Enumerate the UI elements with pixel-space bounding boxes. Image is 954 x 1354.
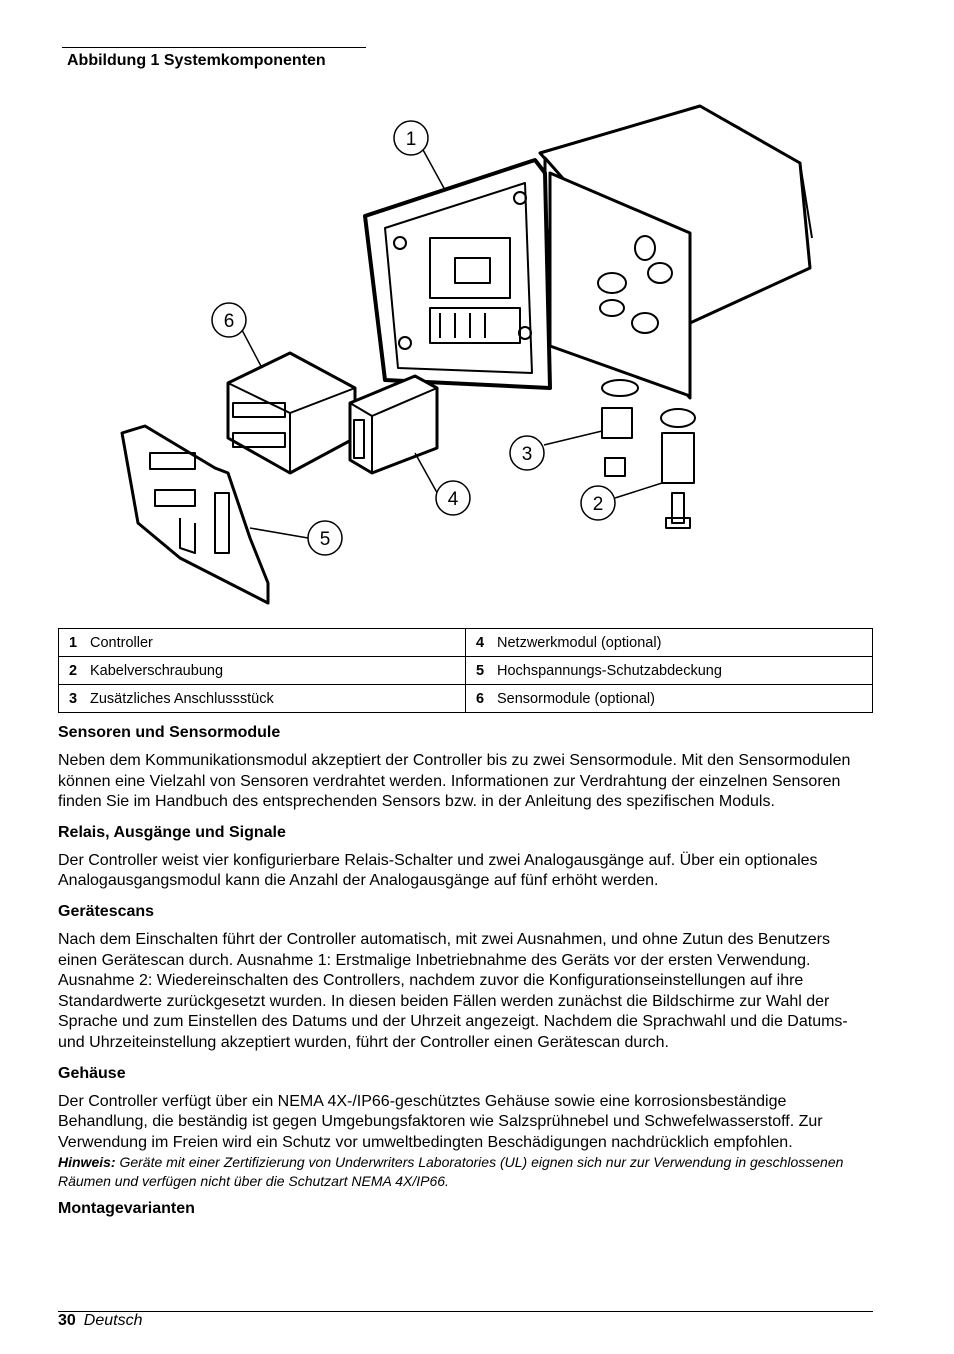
legend-cell: 4 Netzwerkmodul (optional) (466, 629, 873, 657)
page-footer (58, 1312, 143, 1330)
callout-6 (212, 303, 262, 368)
figure-title-rule (62, 47, 366, 48)
svg-text:1: 1 (405, 129, 417, 150)
section-text-relays: Der Controller weist vier konfigurierbare Relais-Schalter und zwei Analogausgänge auf. Über ein optionales Analogausgangsmodul kann die Anzahl der Analogausgänge auf fünf erhöht werden. (58, 851, 818, 890)
callout-3 (510, 431, 602, 470)
table-row (59, 629, 873, 657)
svg-text:2: 2 (592, 494, 604, 515)
section-heading-housing: Gehäuse (58, 1064, 126, 1082)
footer-rule (58, 1311, 873, 1312)
section-heading-mounting: Montagevarianten (58, 1200, 195, 1218)
svg-text:5: 5 (319, 529, 331, 550)
cable-gland-parts (602, 380, 695, 528)
svg-text:6: 6 (223, 311, 235, 332)
callout-4 (415, 453, 470, 515)
section-text-sensors: Neben dem Kommunikationsmodul akzeptiert der Controller bis zu zwei Sensormodule. Mit den Sensormodulen können eine Vielzahl von Sensoren verdrahtet werden. Informationen zur Verdrahtung der einzelnen Sensoren finden Sie im Handbuch des entsprechenden Sensors bzw. in der Anleitung des spezifischen Moduls. (58, 752, 851, 811)
table-row (59, 685, 873, 713)
footer-language: Deutsch (83, 1312, 143, 1329)
page-number: 30 (58, 1312, 76, 1329)
section-text-housing: Der Controller verfügt über ein NEMA 4X-/IP66-geschütztes Gehäuse sowie eine korrosionsbeständige Behandlung, die beständig ist gegen Umgebungsfaktoren wie Salzsprühnebel und Schwefelwasserstoff. Zur Verwendung im Freien wird ein Schutz vor umweltbedingten Beschädigungen nachdrücklich empfohlen. (58, 1092, 823, 1151)
legend-cell: 6 Sensormodule (optional) (466, 685, 873, 713)
section-text-scans: Nach dem Einschalten führt der Controller automatisch, mit zwei Ausnahmen, und ohne Zutun des Benutzers einen Gerätescan durch. Ausnahme 1: Erstmalige Inbetriebnahme des Geräts vor der ersten Verwendung. Ausnahme 2: Wiedereinschalten des Controllers, nachdem zuvor die Konfigurationseinstellungen auf ihre Standardwerte zurückgesetzt wurden. In diesen beiden Fällen werden zunächst die Bildschirme zur Wahl der Sprache und zum Einstellen des Datums und der Uhrzeit angezeigt. Nachdem die Sprachwahl und die Datums- und Uhrzeiteinstellung akzeptiert wurden, führt der Controller einen Gerätescan durch. (58, 930, 848, 1051)
section-heading-scans: Gerätescans (58, 902, 155, 920)
note-text: Geräte mit einer Zertifizierung von Underwriters Laboratories (UL) eignen sich nur zur Verwendung in geschlossenen Räumen und verfügen nicht über die Schutzart NEMA 4X/IP66. (58, 1154, 844, 1190)
document-body (58, 722, 873, 1227)
system-components-illustration (100, 98, 820, 610)
section-heading-sensors: Sensoren und Sensormodule (58, 724, 281, 741)
legend-cell: 1 Controller (59, 629, 466, 657)
note-label: Hinweis: (58, 1154, 116, 1171)
callout-2 (581, 483, 662, 520)
sensor-modules (228, 353, 355, 473)
callout-1 (394, 121, 445, 190)
figure-title: Abbildung 1 Systemkomponenten (67, 52, 326, 69)
svg-text:3: 3 (521, 444, 533, 465)
legend-cell: 3 Zusätzliches Anschlussstück (59, 685, 466, 713)
high-voltage-cover (122, 426, 268, 603)
section-heading-relays: Relais, Ausgänge und Signale (58, 823, 286, 841)
figure-legend-table (58, 628, 873, 713)
legend-cell: 5 Hochspannungs-Schutzabdeckung (466, 657, 873, 685)
table-row (59, 657, 873, 685)
housing-note (58, 1153, 873, 1191)
controller-housing (365, 106, 812, 398)
legend-cell: 2 Kabelverschraubung (59, 657, 466, 685)
callout-5 (250, 521, 342, 555)
svg-text:4: 4 (447, 489, 459, 510)
network-module (350, 376, 437, 473)
